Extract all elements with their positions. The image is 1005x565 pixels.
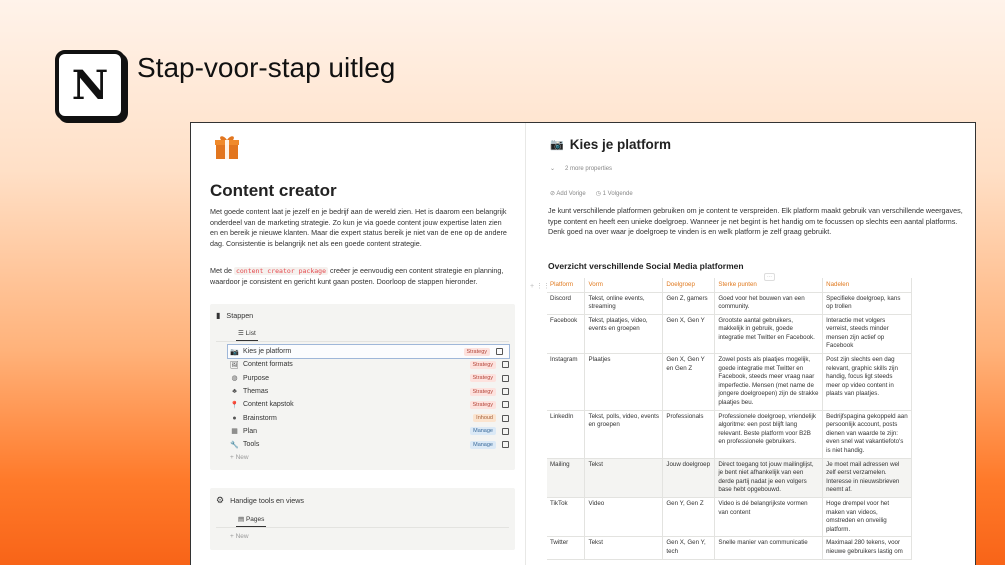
column-header[interactable]: Vorm — [585, 278, 663, 292]
table-row[interactable] — [547, 292, 912, 314]
category-tag: Strategy — [470, 374, 496, 382]
table-row[interactable] — [547, 458, 912, 497]
calendar-icon: ▦ — [231, 428, 238, 436]
done-checkbox[interactable] — [502, 361, 509, 368]
camera-icon: 📷 — [550, 139, 564, 151]
right-page — [525, 123, 976, 565]
table-cell[interactable]: TikTok — [547, 497, 585, 536]
tools-db-title[interactable]: Handige tools en views — [230, 496, 304, 505]
gift-icon — [213, 133, 241, 161]
step-row[interactable] — [210, 438, 515, 451]
step-row[interactable] — [210, 372, 515, 385]
table-cell[interactable]: Gen Z, gamers — [663, 292, 715, 314]
image-icon: 🖼 — [230, 361, 239, 369]
tab-list[interactable] — [236, 325, 258, 341]
category-tag: Strategy — [464, 348, 490, 356]
platform-page-title — [550, 137, 671, 152]
globe-icon: ◍ — [231, 375, 238, 383]
done-checkbox[interactable] — [502, 441, 509, 448]
platform-title-text: Kies je platform — [569, 137, 671, 152]
gear-icon: ⚙ — [216, 495, 225, 505]
table-cell[interactable]: Video is dé belangrijkste vormen van content — [715, 497, 823, 536]
step-row[interactable] — [210, 425, 515, 438]
table-header-row — [547, 278, 912, 292]
table-row[interactable] — [547, 537, 912, 559]
table-cell[interactable]: Maximaal 280 tekens, voor nieuwe gebruikers lastig om — [823, 537, 912, 559]
table-cell[interactable]: LinkedIn — [547, 410, 585, 458]
intro-paragraph: Met goede content laat je jezelf en je bedrijf aan de wereld zien. Het is daarom een belangrijk onderdeel van de marketing strategie. Zo kun je via goede content jouw expertise laten zien en en bereik je nieuwe klanten. Maar die expert status bereik je niet van de ene op de andere dag. Consistentie is belangrijk net als een goede content strategie. — [210, 207, 507, 248]
column-header[interactable]: Platform — [547, 278, 585, 292]
table-cell[interactable]: Interactie met volgers verreist, steeds minder mensen zijn actief op Facebook — [823, 314, 912, 353]
table-cell[interactable]: Facebook — [547, 314, 585, 353]
table-cell[interactable]: Direct toegang tot jouw mailinglijst, je bent niet afhankelijk van een derde partij nadat je een volgers base hebt opgebouwd. — [715, 458, 823, 497]
step-row[interactable] — [228, 345, 509, 358]
add-prev-link[interactable] — [550, 190, 586, 197]
done-checkbox[interactable] — [502, 415, 509, 422]
table-cell[interactable]: Instagram — [547, 354, 585, 411]
table-cell[interactable]: Tekst, polls, video, events en groepen — [585, 410, 663, 458]
group-icon: ♣ — [232, 388, 237, 396]
more-properties-label: 2 more properties — [565, 165, 613, 172]
done-checkbox[interactable] — [502, 401, 509, 408]
step-label: Brainstorm — [243, 414, 277, 422]
tools-database — [210, 488, 515, 550]
drag-handle-icon[interactable]: + ⋮⋮ — [530, 283, 551, 290]
step-row[interactable] — [210, 398, 515, 411]
step-label: Content kapstok — [243, 401, 294, 409]
new-tool-button[interactable]: + New — [230, 533, 249, 540]
table-cell[interactable]: Plaatjes — [585, 354, 663, 411]
wrench-icon: 🔧 — [230, 441, 239, 449]
table-row[interactable] — [547, 410, 912, 458]
table-cell[interactable]: Tekst, plaatjes, video, events en groepen — [585, 314, 663, 353]
camera-icon: 📷 — [230, 348, 239, 356]
relation-bar — [550, 190, 633, 197]
step-label: Plan — [243, 427, 258, 435]
notion-logo: N — [55, 50, 125, 120]
step-label: Purpose — [243, 374, 270, 382]
notion-window — [190, 122, 976, 565]
pin-icon: 📍 — [230, 401, 239, 409]
list-icon: ☰ — [238, 330, 246, 337]
category-tag: Strategy — [470, 388, 496, 396]
category-tag: Strategy — [470, 401, 496, 409]
table-cell[interactable]: Snelle manier van communicatie — [715, 537, 823, 559]
table-cell[interactable]: Discord — [547, 292, 585, 314]
intro2-before: Met de — [210, 266, 232, 275]
tab-list-label: List — [245, 330, 256, 337]
category-tag: Inhoud — [473, 414, 496, 422]
table-body — [547, 292, 912, 559]
steps-db-header — [210, 304, 515, 322]
add-prev-label: Add Vorige — [556, 191, 586, 197]
done-checkbox[interactable] — [502, 388, 509, 395]
category-tag: Manage — [470, 441, 496, 449]
table-row[interactable] — [547, 314, 912, 353]
table-cell[interactable]: Post zijn slechts een dag relevant, graphic skills zijn handig, focus ligt steeds meer op video content in plaats van plaatjes. — [823, 354, 912, 411]
category-tag: Strategy — [470, 361, 496, 369]
step-label: Kies je platform — [243, 348, 292, 356]
page-title: Content creator — [210, 181, 337, 200]
step-row[interactable] — [210, 385, 515, 398]
link-icon: ⊘ — [550, 191, 557, 197]
step-label: Themas — [243, 388, 269, 396]
table-row[interactable] — [547, 497, 912, 536]
tab-pages-label: Pages — [245, 516, 265, 523]
clock-icon: ◷ — [595, 191, 603, 197]
table-cell[interactable]: Video — [585, 497, 663, 536]
more-properties[interactable] — [550, 165, 612, 172]
platform-intro: Je kunt verschillende platformen gebruiken om je content te verspreiden. Elk platform maakt gebruik van verschillende weergaves, type content en heeft een unieke doelgroep. Wanneer je net begint is het handig om te focussen op slechts een aantal platforms. Denk goed na over waar je doelgroep te vinden is en welk platform je zelf graag gebruikt. — [548, 206, 963, 236]
table-cell[interactable]: Grootste aantal gebruikers, makkelijk in gebruik, goede integratie met Twitter en Facebook. — [715, 314, 823, 353]
step-row[interactable] — [210, 358, 515, 371]
steps-database — [210, 304, 515, 470]
bookmark-icon: ▮ — [216, 311, 221, 320]
platform-table — [547, 278, 912, 560]
column-header[interactable]: Sterke punten — [715, 278, 823, 292]
table-cell[interactable]: Gen X, Gen Y, tech — [663, 537, 715, 559]
table-cell[interactable]: Gen Y, Gen Z — [663, 497, 715, 536]
page-icon: ▤ — [238, 516, 246, 523]
tab-pages[interactable] — [236, 511, 266, 527]
table-cell[interactable]: Gen X, Gen Y en Gen Z — [663, 354, 715, 411]
left-page — [191, 123, 525, 565]
chevron-down-icon: ⌄ — [550, 166, 556, 172]
overview-heading: Overzicht verschillende Social Media platformen — [548, 261, 744, 271]
next-label: 1 Volgende — [602, 191, 633, 197]
column-header[interactable]: Doelgroep — [663, 278, 715, 292]
tools-db-header — [210, 488, 515, 508]
intro-paragraph-2 — [210, 266, 510, 287]
table-cell[interactable]: Je moet mail adressen wel zelf eerst verzamelen. Interesse in nieuwsbrieven neemt af. — [823, 458, 912, 497]
table-cell[interactable]: Goed voor het bouwen van een community. — [715, 292, 823, 314]
table-cell[interactable]: Zowel posts als plaatjes mogelijk, goede integratie met Twitter en Facebook, steeds meer vraag naar imperfectie. Mensen (met name de jongere doelgroepen) zijn de strakke plaatjes beu. — [715, 354, 823, 411]
table-cell[interactable]: Hoge drempel voor het maken van videos, omstreden en onveilig platform. — [823, 497, 912, 536]
table-cell[interactable]: Specifieke doelgroep, kans op trollen — [823, 292, 912, 314]
step-label: Tools — [243, 441, 260, 449]
headline: Stap-voor-stap uitleg — [137, 52, 396, 83]
brain-icon: ● — [232, 414, 237, 422]
steps-db-title[interactable]: Stappen — [226, 311, 254, 320]
step-label: Content formats — [243, 361, 293, 369]
intro2-after: creëer je eenvoudig een content strategie en planning, waardoor je consistent en gericht kunt gaan posten. Doorloop de stappen hieronder. — [210, 266, 504, 286]
table-cell[interactable]: Mailing — [547, 458, 585, 497]
tools-view-bar — [216, 508, 509, 528]
table-cell[interactable]: Tekst, online events, streaming — [585, 292, 663, 314]
step-row[interactable] — [210, 411, 515, 424]
table-cell[interactable]: Bedrijfspagina gekoppeld aan persoonlijk account, posts dienen van waarde te zijn: even snel wat vakantiefoto's is niet handig. — [823, 410, 912, 458]
done-checkbox[interactable] — [496, 348, 503, 355]
table-cell[interactable]: Tekst — [585, 458, 663, 497]
table-cell[interactable]: Professionele doelgroep, vriendelijk algoritme: een post blijft lang relevant. Beste platform voor B2B en professionele gebruikers. — [715, 410, 823, 458]
table-cell[interactable]: Professionals — [663, 410, 715, 458]
table-cell[interactable]: Tekst — [585, 537, 663, 559]
steps-rows — [210, 342, 515, 451]
done-checkbox[interactable] — [502, 428, 509, 435]
column-header[interactable]: Nadelen — [823, 278, 912, 292]
table-cell[interactable]: Gen X, Gen Y — [663, 314, 715, 353]
table-row[interactable] — [547, 354, 912, 411]
table-cell[interactable]: Jouw doelgroep — [663, 458, 715, 497]
steps-view-bar — [216, 322, 509, 342]
done-checkbox[interactable] — [502, 375, 509, 382]
inline-code: content creator package — [235, 267, 326, 275]
table-cell[interactable]: Twitter — [547, 537, 585, 559]
column-handle-icon[interactable]: ⋯ — [764, 273, 775, 281]
new-step-button[interactable]: + New — [230, 454, 249, 462]
next-link[interactable] — [596, 190, 633, 197]
category-tag: Manage — [470, 427, 496, 435]
